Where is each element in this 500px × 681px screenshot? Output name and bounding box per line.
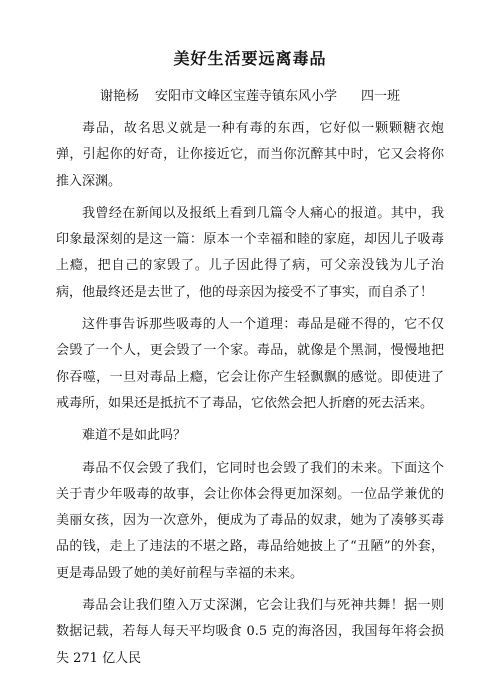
paragraph: 毒品不仅会毁了我们，它同时也会毁了我们的未来。下面这个关于青少年吸毒的故事，会让你体会得更加深刻。一位品学兼优的美丽女孩，因为一次意外，便成为了毒品的奴隶，她为了凑够买毒品的钱，走上了违法的不堪之路，毒品给她披上了“丑陋”的外套，更是毒品毁了她的美好前程与幸福的未来。: [56, 460, 444, 581]
paragraph: 难道不是如此吗？: [82, 428, 187, 444]
author-name: 谢艳杨: [99, 89, 139, 104]
document-title: 美好生活要远离毒品: [173, 49, 327, 68]
school-name: 安阳市文峰区宝莲寺镇东风小学: [154, 89, 337, 104]
byline: [56, 85, 444, 104]
paragraph: 毒品，故名思义就是一种有毒的东西，它好似一颗颗糖衣炮弹，引起你的好奇，让你接近它，而当你沉醉其中时，它又会将你推入深渊。: [56, 121, 444, 189]
grade-class: 四一班: [361, 89, 401, 104]
paragraph: 毒品会让我们堕入万丈深渊，它会让我们与死神共舞！据一则数据记载，若每人每天平均吸食 0.5 克的海洛因，我国每年将会损失 271 亿人民: [56, 598, 444, 666]
paragraph: 我曾经在新闻以及报纸上看到几篇令人痛心的报道。其中，我印象最深刻的是这一篇：原本一个幸福和睦的家庭，却因儿子吸毒上瘾，把自己的家毁了。儿子因此得了病，可父亲没钱为儿子治病，他最终还是去世了，他的母亲因为接受不了事实，而自杀了！: [56, 205, 444, 300]
paragraph: 这件事告诉那些吸毒的人一个道理：毒品是碰不得的，它不仅会毁了一个人，更会毁了一个家。毒品，就像是个黑洞，慢慢地把你吞噬，一旦对毒品上瘾，它会让你产生轻飘飘的感觉。即使进了戒毒所，如果还是抵抗不了毒品，它依然会把人折磨的死去活来。: [56, 317, 444, 411]
